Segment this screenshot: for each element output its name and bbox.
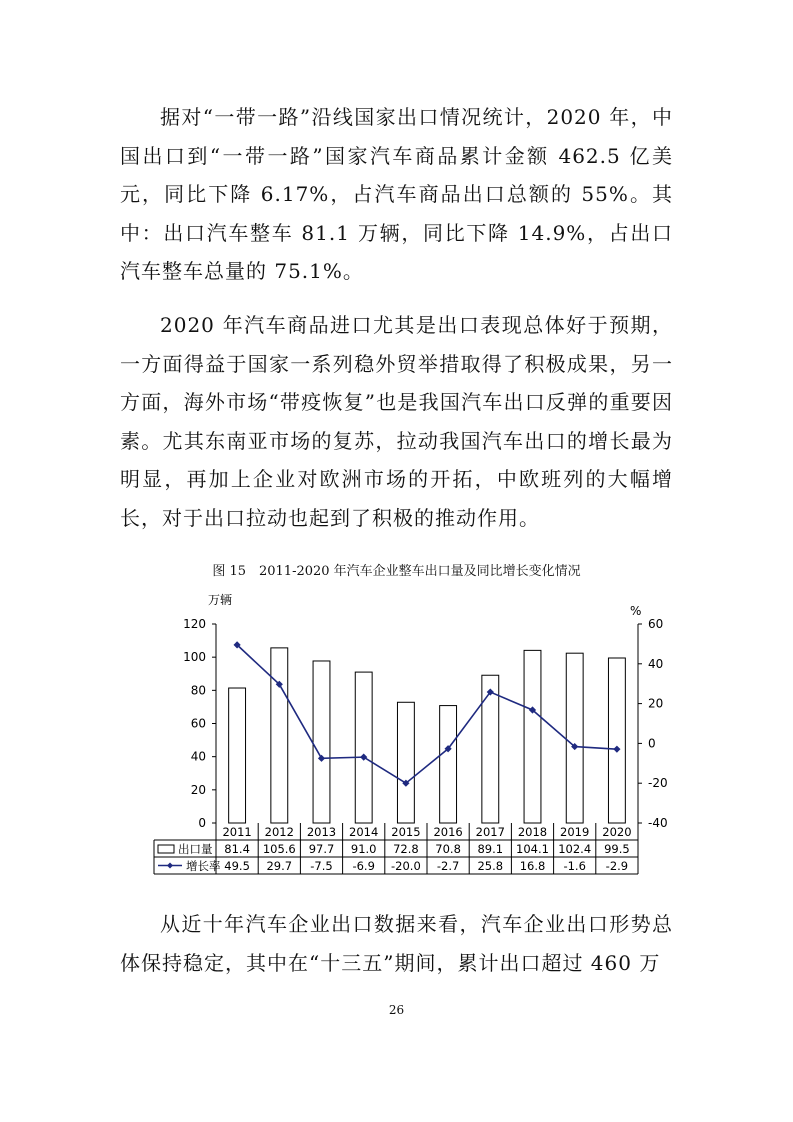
bar-2012 xyxy=(271,648,288,823)
growth-rate-line xyxy=(237,645,617,783)
bar-2019 xyxy=(566,653,583,823)
x-tick-label: 2020 xyxy=(602,825,632,839)
growth-rate-value: 16.8 xyxy=(519,859,546,873)
growth-rate-value: 49.5 xyxy=(224,859,250,873)
paragraph-2: 2020 年汽车商品进口尤其是出口表现总体好于预期，一方面得益于国家一系列稳外贸举措取得了积极成果，另一方面，海外市场“带疫恢复”也是我国汽车出口反弹的重要因素。尤其东南亚市场的复苏，拉动我国汽车出口的增长最为明显，再加上企业对欧洲市场的开拓，中欧班列的大幅增长，对于出口拉动也起到了积极的推动作用。 xyxy=(120,313,673,530)
x-tick-label: 2017 xyxy=(475,825,505,839)
left-tick-label: 60 xyxy=(190,716,206,731)
paragraph-3: 从近十年汽车企业出口数据来看，汽车企业出口形势总体保持稳定，其中在“十三五”期间，累计出口超过 460 万 xyxy=(120,912,673,975)
left-tick-label: 20 xyxy=(190,782,206,797)
left-tick-label: 120 xyxy=(183,617,206,631)
x-tick-label: 2016 xyxy=(433,825,463,839)
export-volume-value: 91.0 xyxy=(350,842,377,856)
bar-2015 xyxy=(397,702,414,823)
x-tick-label: 2019 xyxy=(560,825,590,839)
growth-rate-value: -1.6 xyxy=(563,859,586,873)
legend-line-marker xyxy=(167,863,173,869)
export-volume-value: 89.1 xyxy=(477,842,504,856)
x-tick-label: 2011 xyxy=(222,825,252,839)
right-tick-label: 20 xyxy=(648,696,664,711)
export-volume-value: 99.5 xyxy=(604,842,630,856)
bar-2011 xyxy=(229,688,246,823)
legend-export-volume: 出口量 xyxy=(178,842,213,856)
x-tick-label: 2015 xyxy=(391,825,421,839)
export-volume-value: 70.8 xyxy=(435,842,461,856)
growth-rate-value: -20.0 xyxy=(391,859,421,873)
bar-2014 xyxy=(355,672,372,823)
right-tick-label: 40 xyxy=(648,656,664,671)
right-tick-label: 0 xyxy=(648,736,656,751)
export-volume-value: 102.4 xyxy=(558,842,592,856)
left-axis-unit: 万辆 xyxy=(208,593,233,607)
right-tick-label: -20 xyxy=(648,776,668,791)
page-number: 26 xyxy=(388,1003,405,1017)
paragraph-1: 据对“一带一路”沿线国家出口情况统计，2020 年，中国出口到“一带一路”国家汽车商品累计金额 462.5 亿美元，同比下降 6.17%，占汽车商品出口总额的 55%。其中：出口汽车整车 81.1 万辆，同比下降 14.9%，占出口汽车整车总量的 75.1%。 xyxy=(120,105,673,283)
bar-2020 xyxy=(608,658,625,823)
left-tick-label: 40 xyxy=(190,749,206,764)
legend-bar-swatch xyxy=(158,845,174,853)
export-chart xyxy=(150,590,670,880)
right-tick-label: 60 xyxy=(648,617,664,631)
export-volume-value: 72.8 xyxy=(393,842,419,856)
legend-growth-rate: 增长率 xyxy=(186,859,221,873)
left-tick-label: 100 xyxy=(183,650,206,665)
figure-caption: 图 15 2011-2020 年汽车企业整车出口量及同比增长变化情况 xyxy=(212,564,581,579)
x-tick-label: 2014 xyxy=(349,825,379,839)
growth-rate-value: -2.7 xyxy=(436,859,460,873)
right-axis-unit: % xyxy=(630,604,642,618)
x-tick-label: 2018 xyxy=(517,825,548,839)
left-tick-label: 80 xyxy=(190,683,206,698)
bar-2013 xyxy=(313,661,330,823)
x-tick-label: 2013 xyxy=(306,825,337,839)
export-volume-value: 105.6 xyxy=(262,842,296,856)
export-volume-value: 81.4 xyxy=(224,842,250,856)
growth-rate-value: 25.8 xyxy=(477,859,504,873)
bar-2018 xyxy=(524,650,541,823)
growth-rate-value: -7.5 xyxy=(310,859,333,873)
left-tick-label: 0 xyxy=(198,816,206,830)
right-tick-label: -40 xyxy=(648,816,668,830)
growth-rate-value: -6.9 xyxy=(352,859,375,873)
export-volume-value: 104.1 xyxy=(516,842,549,856)
export-volume-value: 97.7 xyxy=(308,842,335,856)
bar-2017 xyxy=(482,675,499,823)
x-tick-label: 2012 xyxy=(264,825,294,839)
growth-rate-value: -2.9 xyxy=(605,859,629,873)
growth-rate-value: 29.7 xyxy=(266,859,293,873)
bar-2016 xyxy=(440,706,457,823)
